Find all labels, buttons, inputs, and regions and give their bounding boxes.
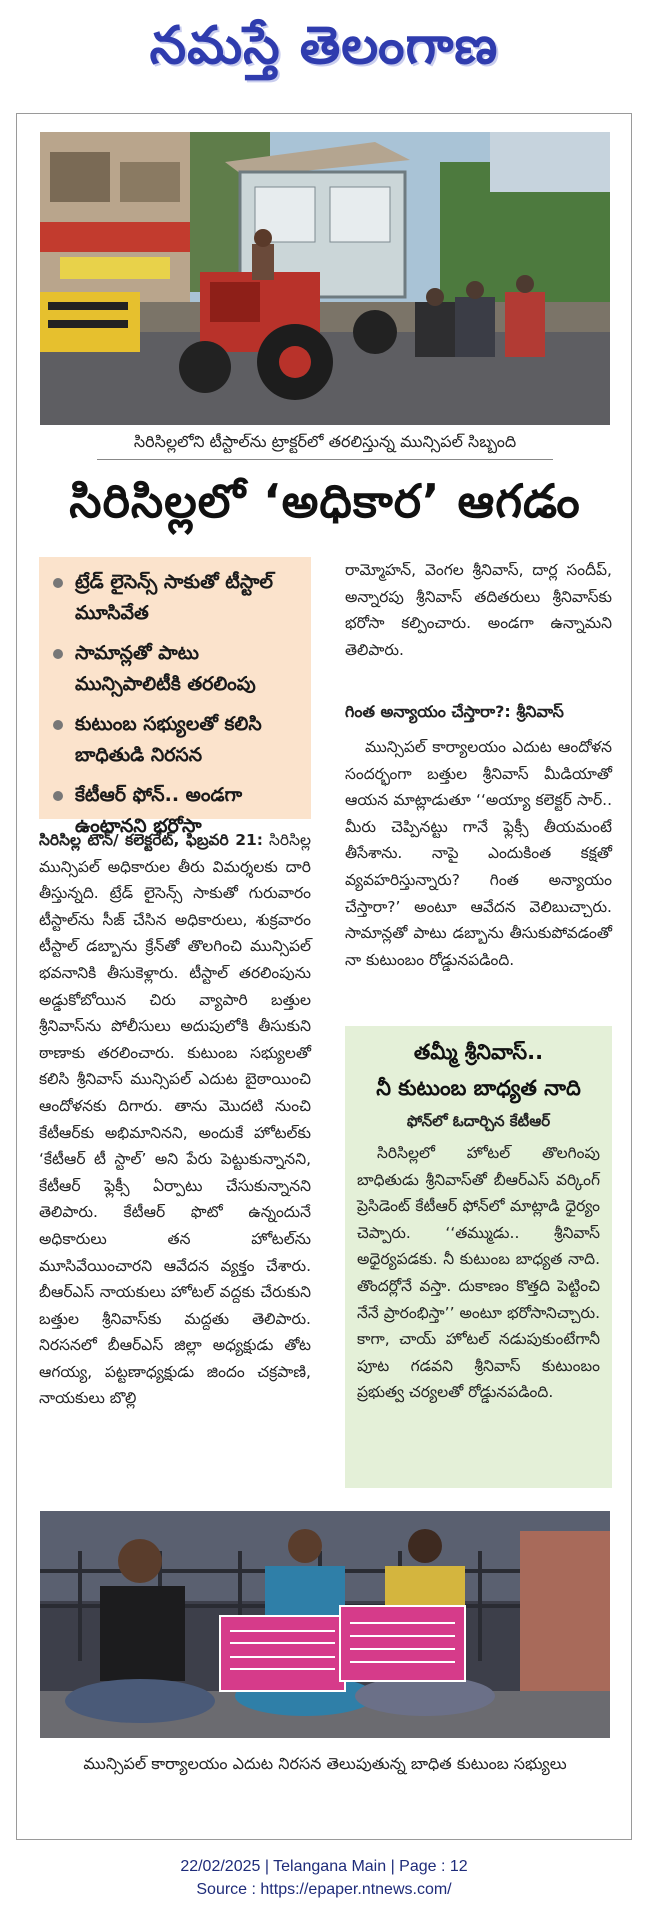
highlight-item: కుటుంబ సభ్యులతో కలిసి బాధితుడి నిరసన xyxy=(53,709,301,771)
sidebar-title-2: నీ కుటుంబ బాధ్యత నాది xyxy=(376,1076,581,1100)
masthead xyxy=(0,0,648,104)
article-body-2: రామ్మోహన్, వెంగల శ్రీనివాస్, దార్ల సందీప్, అన్నారపు శ్రీనివాస్ తదితరులు శ్రీనివాస్‌కు భరోసా కల్పించారు. అండగా ఉన్నామని తెలిపారు. xyxy=(345,561,612,659)
tractor-photo xyxy=(40,132,610,425)
source-link[interactable]: Source : https://epaper.ntnews.com/ xyxy=(196,1881,452,1898)
sidebar-body: సిరిసిల్లలో హోటల్ తొలగింపు బాధితుడు శ్రీనివాస్‌తో బీఆర్‌ఎస్ వర్కింగ్ ప్రెసిడెంట్ కేటీఆర్ ఫోన్‌లో మాట్లాడి ధైర్యం చెప్పారు. ‘‘తమ్ముడు.. శ్రీనివాస్ అధైర్యపడకు. నీ కుటుంబ బాధ్యత నాది. తొందర్లోనే వస్తా. దుకాణం కొత్తది పెట్టించి నేనే ప్రారంభిస్తా’’ అంటూ భరోసానిచ్చారు. కాగా, చాయ్ హోటల్ నడుపుకుంటేగానీ పూట గడవని శ్రీనివాస్ కుటుంబం ప్రభుత్వ చర్యలతో రోడ్డునపడింది. xyxy=(357,1144,600,1402)
page-footer xyxy=(0,1855,648,1901)
protest-photo xyxy=(40,1511,610,1738)
news-clipping xyxy=(16,113,632,1840)
highlight-item: ట్రేడ్ లైసెన్స్ సాకుతో టీస్టాల్ మూసివేత xyxy=(53,567,301,629)
newspaper-logo: నమస్తే తెలంగాణ xyxy=(149,15,499,76)
article-subhead: గింత అన్యాయం చేస్తారా?: శ్రీనివాస్ xyxy=(345,702,564,721)
sidebar-box xyxy=(345,1026,612,1488)
sidebar-subtitle: ఫోన్‌లో ఓదార్చిన కేటీఆర్ xyxy=(406,1112,551,1130)
article-body-3: మున్సిపల్ కార్యాలయం ఎదుట ఆందోళన సందర్భంగా బత్తుల శ్రీనివాస్ మీడియాతో ఆయన మాట్లాడుతూ ‘‘అయ్యా కలెక్టర్ సార్.. మీరు చెప్పినట్టు గానే ఫ్లెక్సీ తీయమంటే తీసేశాను. నాపై ఎందుకింత కక్షతో వ్యవహరిస్తున్నారు? గింత అన్యాయం చేస్తారా?’ అంటూ ఆవేదన వెలిబుచ్చారు. సామాన్లతో పాటు డబ్బాను తీసుకుపోవడంతో నా కుటుంబం రోడ్డునపడింది. xyxy=(345,738,612,969)
top-photo-caption: సిరిసిల్లలోని టీస్టాల్‌ను ట్రాక్టర్‌లో తరలిస్తున్న మున్సిపల్ సిబ్బంది xyxy=(97,432,553,460)
article-column-2 xyxy=(345,557,612,663)
highlight-item: కేటీఆర్ ఫోన్.. అండగా ఉంటానని భరోసా xyxy=(53,780,301,842)
bottom-photo-caption: మున్సిపల్ కార్యాలయం ఎదుట నిరసన తెలుపుతున్న బాధిత కుటుంబ సభ్యులు xyxy=(83,1754,567,1773)
highlights-box xyxy=(39,557,311,837)
article-column-1 xyxy=(39,827,311,1412)
bullet-icon xyxy=(53,649,63,659)
dateline: సిరిసిల్ల టౌన్/ కలెక్టరేట్, ఫిబ్రవరి 21: xyxy=(39,831,263,849)
article-column-2b xyxy=(345,734,612,973)
bullet-icon xyxy=(53,578,63,588)
protest-photo-illustration xyxy=(40,1511,610,1738)
highlight-item: సామాన్లతో పాటు మున్సిపాలిటీకి తరలింపు xyxy=(53,638,301,700)
headline: సిరిసిల్లలో ‘అధికార’ ఆగడం xyxy=(69,474,581,528)
bullet-icon xyxy=(53,720,63,730)
edition-info: 22/02/2025 | Telangana Main | Page : 12 xyxy=(180,1858,468,1875)
article-body-1: సిరిసిల్ల మున్సిపల్ అధికారుల తీరు విమర్శలకు దారి తీస్తున్నది. ట్రేడ్ లైసెన్స్ సాకుతో గురువారం టీస్టాల్‌ను సీజ్ చేసిన అధికారులు, శుక్రవారం టీస్టాల్ డబ్బాను క్రేన్‌తో తొలగించి మున్సిపల్ భవనానికి తీసుకెళ్లారు. టీస్టాల్ తరలింపును అడ్డుకోబోయిన చిరు వ్యాపారి బత్తుల శ్రీనివాస్‌ను పోలీసులు అదుపులోకి తీసుకుని ఠాణాకు తరలించారు. కుటుంబ సభ్యులతో కలిసి శ్రీనివాస్ మున్సిపల్ ఎదుట బైఠాయించి ఆందోళనకు దిగారు. తాను మొదటి నుంచి కేటీఆర్‌కు అభిమానినని, అందుకే హోటల్‌కు ‘కేటీఆర్ టీ స్టాల్’ అని పేరు పెట్టుకున్నానని, కేటీఆర్ ఫ్లెక్సీ ఏర్పాటు చేసుకున్నానని తెలిపారు. కేటీఆర్ ఫొటో ఉన్నందునే అధికారులు తన హోటల్‌ను మూసివేయించారని ఆవేదన వ్యక్తం చేశారు. బీఆర్‌ఎస్ నాయకులు హోటల్ వద్దకు చేరుకుని బత్తుల శ్రీనివాస్‌కు మద్దతు తెలిపారు. నిరసనలో బీఆర్‌ఎస్ జిల్లా అధ్యక్షుడు తోట ఆగయ్య, పట్టణాధ్యక్షుడు జిందం చక్రపాణి, నాయకులు బొల్లి xyxy=(39,831,311,1408)
sidebar-title: తమ్మీ శ్రీనివాస్.. xyxy=(413,1040,544,1064)
tractor-photo-illustration xyxy=(40,132,610,425)
bullet-icon xyxy=(53,791,63,801)
